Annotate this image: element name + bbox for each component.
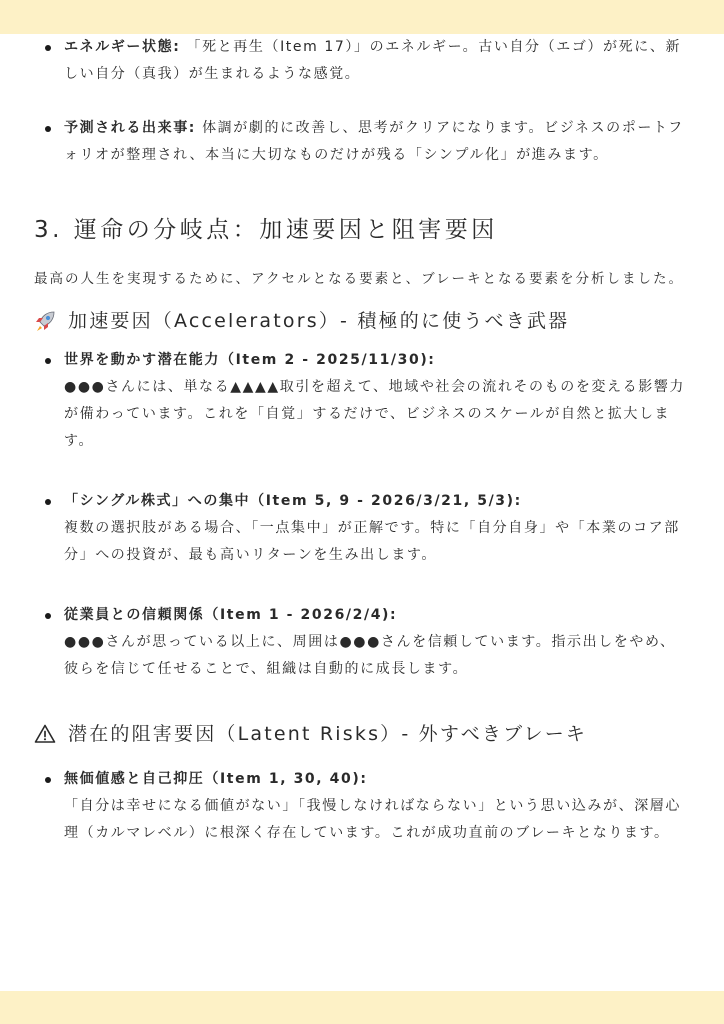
list-item — [34, 115, 690, 169]
item-body: 複数の選択肢がある場合、「一点集中」が正解です。特に「自分自身」や「本業のコア部分」への投資が、最も高いリターンを生み出します。 — [64, 520, 680, 563]
risks-list — [34, 766, 690, 847]
item-title: 世界を動かす潜在能力（Item 2 - 2025/11/30): — [64, 352, 436, 368]
item-title: 「シングル株式」への集中（Item 5, 9 - 2026/3/21, 5/3): — [64, 493, 522, 509]
item-label: 予測される出来事: — [64, 120, 196, 136]
item-title: 従業員との信頼関係（Item 1 - 2026/2/4): — [64, 607, 398, 623]
list-item — [34, 488, 690, 569]
section-heading: 3. 運命の分岐点：加速要因と阻害要因 — [34, 217, 498, 243]
accelerators-list — [34, 347, 690, 683]
list-item — [34, 602, 690, 683]
energy-list — [34, 34, 690, 169]
section-intro: 最高の人生を実現するために、アクセルとなる要素と、ブレーキとなる要素を分析しました。 — [34, 271, 685, 287]
item-body: 「自分は幸せになる価値がない」「我慢しなければならない」という思い込みが、深層心理（カルマレベル）に根深く存在しています。これが成功直前のブレーキとなります。 — [64, 798, 681, 841]
item-text: 体調が劇的に改善し、思考がクリアになります。ビジネスのポートフォリオが整理され、本当に大切なものだけが残る「シンプル化」が進みます。 — [64, 120, 684, 163]
item-body: ●●●さんが思っている以上に、周囲は●●●さんを信頼しています。指示出しをやめ、彼らを信じて任せることで、組織は自動的に成長します。 — [64, 634, 676, 677]
item-text: 「死と再生（Item 17）」のエネルギー。古い自分（エゴ）が死に、新しい自分（真我）が生まれるような感覚。 — [64, 39, 682, 82]
document-body — [34, 34, 690, 847]
item-body: ●●●さんには、単なる▲▲▲▲取引を超えて、地域や社会の流れそのものを変える影響力が備わっています。これを「自覚」するだけで、ビジネスのスケールが自然と拡大します。 — [64, 379, 686, 449]
item-title: 無価値感と自己抑圧（Item 1, 30, 40): — [64, 771, 368, 787]
list-item — [34, 347, 690, 455]
item-label: エネルギー状態: — [64, 39, 181, 55]
accelerators-heading — [34, 307, 690, 335]
risks-heading — [34, 720, 690, 748]
risks-title: 潜在的阻害要因（Latent Risks）- 外すべきブレーキ — [68, 723, 588, 745]
list-item — [34, 34, 690, 88]
rocket-icon — [34, 310, 56, 332]
bottom-band — [0, 991, 724, 1024]
accelerators-title: 加速要因（Accelerators）- 積極的に使うべき武器 — [68, 310, 570, 332]
warning-icon — [34, 723, 56, 745]
list-item — [34, 766, 690, 847]
top-band — [0, 0, 724, 34]
